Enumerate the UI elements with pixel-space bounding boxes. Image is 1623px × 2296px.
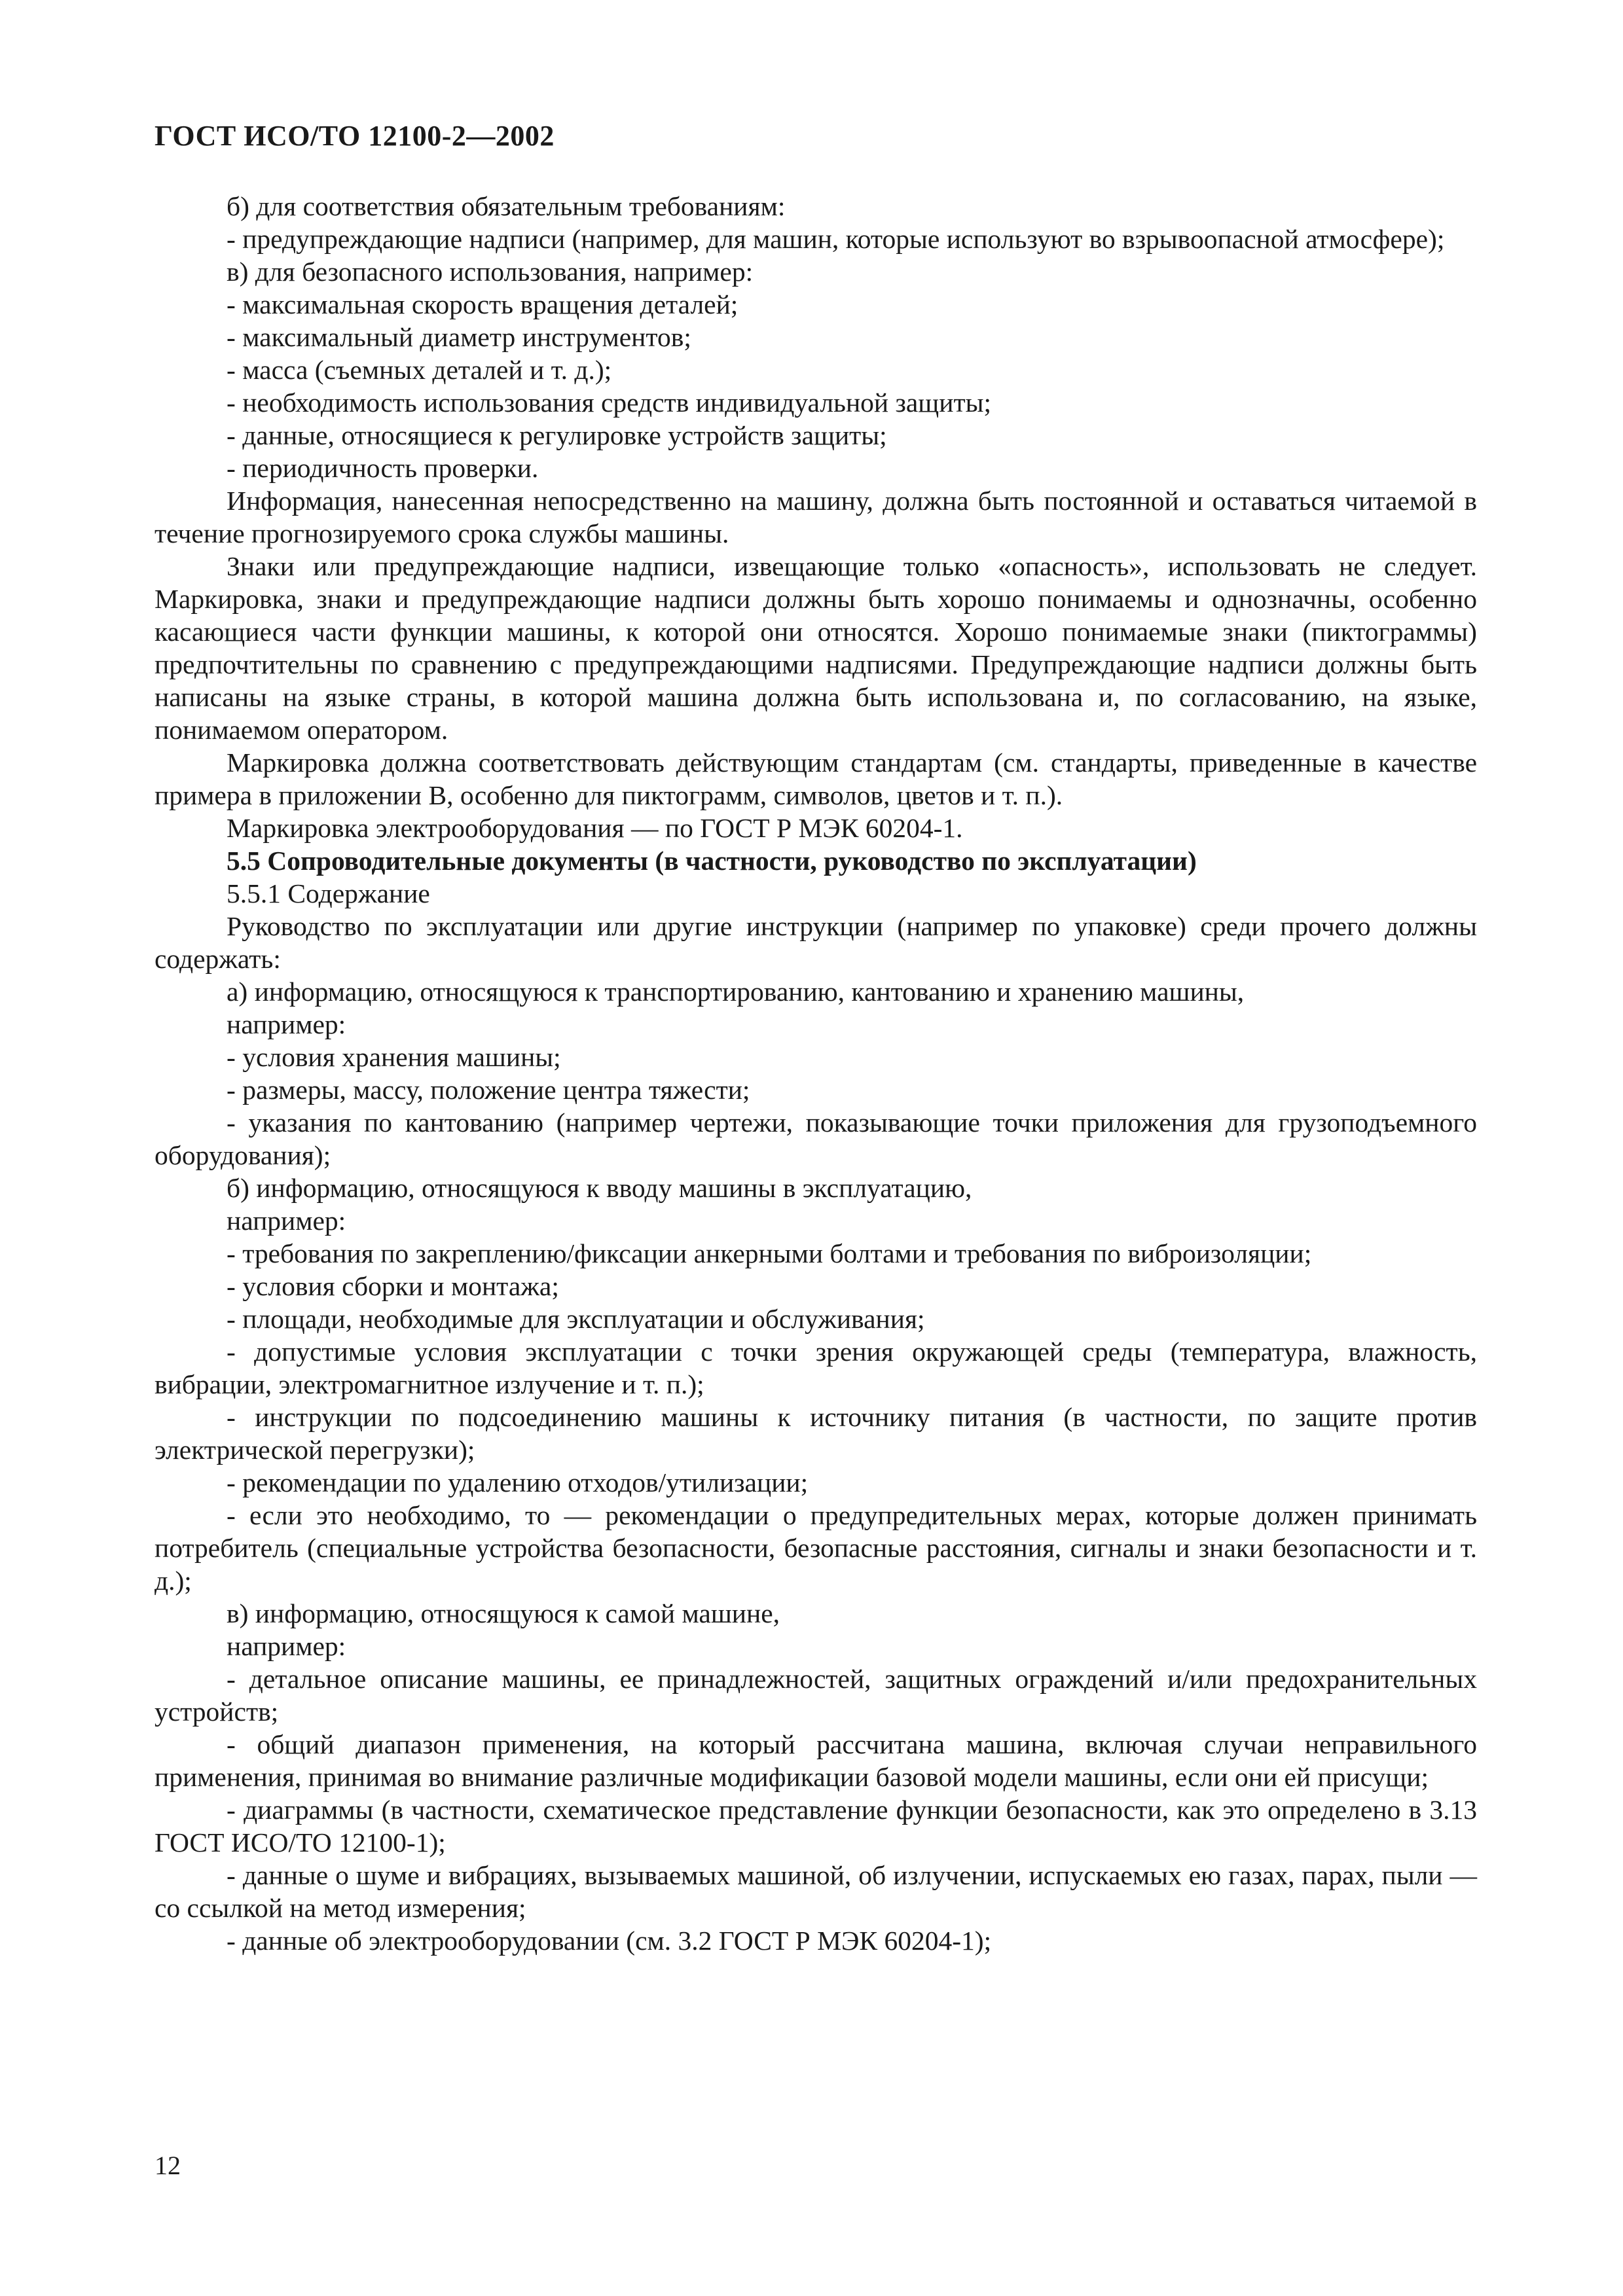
paragraph: - данные, относящиеся к регулировке устройств защиты; — [227, 420, 887, 450]
paragraph: в) для безопасного использования, например: — [227, 257, 754, 287]
section-heading: 5.5 Сопроводительные документы (в частности, руководство по эксплуатации) — [227, 846, 1197, 876]
document-header: ГОСТ ИСО/ТО 12100-2—2002 — [155, 120, 555, 152]
paragraph: Руководство по эксплуатации или другие инструкции (например по упаковке) среди прочего должны содержать: — [155, 911, 1477, 974]
paragraph: Маркировка электрооборудования — по ГОСТ Р МЭК 60204-1. — [227, 813, 963, 843]
paragraph: - необходимость использования средств индивидуальной защиты; — [227, 387, 992, 418]
paragraph: - данные о шуме и вибрациях, вызываемых машиной, об излучении, испускаемых ею газах, парах, пыли — со ссылкой на метод измерения; — [155, 1860, 1477, 1923]
paragraph: - данные об электрооборудовании (см. 3.2 ГОСТ Р МЭК 60204-1); — [227, 1926, 992, 1956]
paragraph: - максимальная скорость вращения деталей; — [227, 289, 739, 319]
paragraph: - требования по закреплению/фиксации анкерными болтами и требования по виброизоляции; — [227, 1238, 1312, 1268]
paragraph: - рекомендации по удалению отходов/утилизации; — [227, 1467, 809, 1498]
paragraph: - масса (съемных деталей и т. д.); — [227, 355, 612, 385]
paragraph: - общий диапазон применения, на который рассчитана машина, включая случаи неправильного применения, принимая во внимание различные модификации базовой модели машины, если они ей присущи; — [155, 1729, 1477, 1792]
paragraph: - периодичность проверки. — [227, 453, 539, 483]
document-body — [155, 190, 1477, 1957]
paragraph: например: — [227, 1009, 346, 1039]
paragraph: Маркировка должна соответствовать действующим стандартам (см. стандарты, приведенные в качестве примера в приложении В, особенно для пиктограмм, символов, цветов и т. п.). — [155, 747, 1477, 810]
paragraph: б) для соответствия обязательным требованиям: — [227, 191, 786, 221]
paragraph: в) информацию, относящуюся к самой машине, — [227, 1598, 780, 1628]
paragraph: - условия хранения машины; — [227, 1042, 561, 1072]
paragraph: - указания по кантованию (например чертежи, показывающие точки приложения для грузоподъемного оборудования); — [155, 1107, 1477, 1170]
paragraph: - условия сборки и монтажа; — [227, 1271, 559, 1301]
paragraph: - размеры, массу, положение центра тяжести; — [227, 1075, 750, 1105]
paragraph: - детальное описание машины, ее принадлежностей, защитных ограждений и/или предохранительных устройств; — [155, 1664, 1477, 1727]
paragraph: - максимальный диаметр инструментов; — [227, 322, 691, 352]
paragraph: а) информацию, относящуюся к транспортированию, кантованию и хранению машины, — [227, 977, 1245, 1007]
paragraph: например: — [227, 1631, 346, 1661]
paragraph: Информация, нанесенная непосредственно на машину, должна быть постоянной и оставаться читаемой в течение прогнозируемого срока службы машины. — [155, 486, 1477, 548]
page-number: 12 — [155, 2151, 181, 2180]
subsection-heading: 5.5.1 Содержание — [227, 878, 430, 908]
paragraph: - диаграммы (в частности, схематическое представление функции безопасности, как это определено в 3.13 ГОСТ ИСО/ТО 12100-1); — [155, 1795, 1477, 1857]
paragraph: например: — [227, 1206, 346, 1236]
paragraph: - площади, необходимые для эксплуатации и обслуживания; — [227, 1304, 925, 1334]
paragraph: - если это необходимо, то — рекомендации о предупредительных мерах, которые должен принимать потребитель (специальные устройства безопасности, безопасные расстояния, сигналы и знаки безопасности и т. д.); — [155, 1500, 1477, 1596]
paragraph: - предупреждающие надписи (например, для машин, которые используют во взрывоопасной атмосфере); — [227, 224, 1445, 254]
paragraph: - инструкции по подсоединению машины к источнику питания (в частности, по защите против электрической перегрузки); — [155, 1402, 1477, 1465]
paragraph: б) информацию, относящуюся к вводу машины в эксплуатацию, — [227, 1173, 972, 1203]
paragraph: Знаки или предупреждающие надписи, извещающие только «опасность», использовать не следует. Маркировка, знаки и предупреждающие надписи должны быть хорошо понимаемы и однозначны, особенно касающиеся части функции машины, к которой они относятся. Хорошо понимаемые знаки (пиктограммы) предпочтительны по сравнению с предупреждающими надписями. Предупреждающие надписи должны быть написаны на языке страны, в которой машина должна быть использована и, по согласованию, на языке, понимаемом оператором. — [155, 551, 1477, 745]
paragraph: - допустимые условия эксплуатации с точки зрения окружающей среды (температура, влажность, вибрации, электромагнитное излучение и т. п.); — [155, 1336, 1477, 1399]
